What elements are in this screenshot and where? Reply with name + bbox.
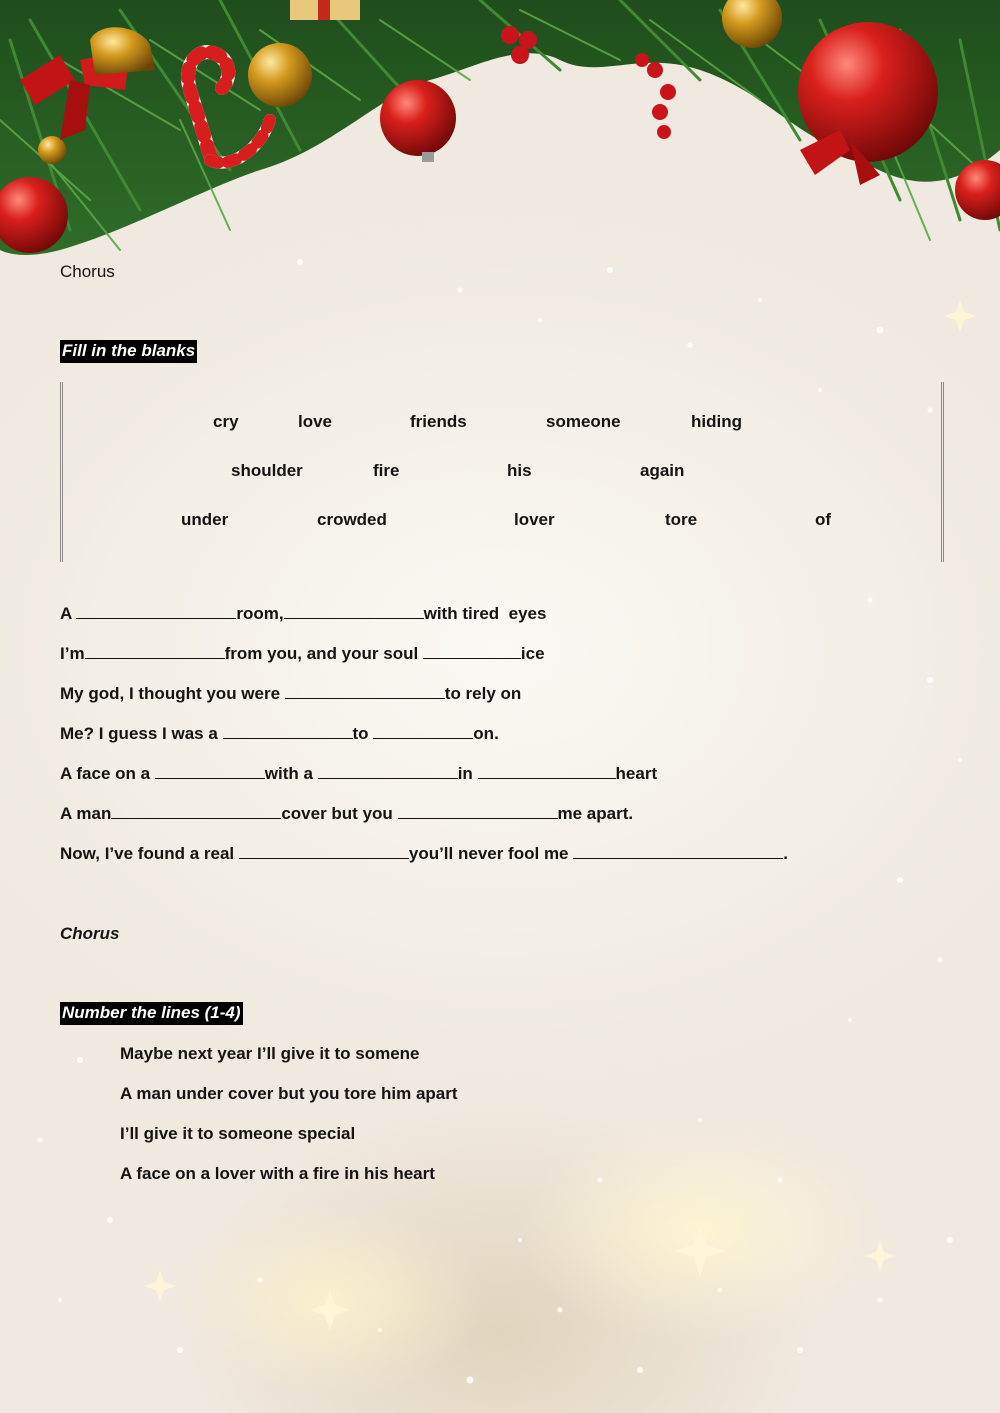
word-bank-item: friends xyxy=(410,412,467,431)
lyric-text: room, xyxy=(236,604,284,623)
lyric-text: from you, and your soul xyxy=(224,644,423,663)
number-the-lines-label: Number the lines (1-4) xyxy=(60,1002,243,1025)
lyric-text: A face on a xyxy=(60,764,155,783)
blank-field[interactable] xyxy=(76,604,236,619)
lyric-line-1 xyxy=(60,604,546,624)
blank-field[interactable] xyxy=(239,844,409,859)
numbering-item: A face on a lover with a fire in his heart xyxy=(120,1164,435,1183)
word-bank-item: lover xyxy=(514,510,555,529)
christmas-garland-decoration xyxy=(0,0,1000,260)
chorus-heading-top: Chorus xyxy=(60,262,115,281)
blank-field[interactable] xyxy=(223,724,353,739)
lyric-text: on. xyxy=(473,724,499,743)
numbering-item: I’ll give it to someone special xyxy=(120,1124,356,1143)
lyric-text: ice xyxy=(520,644,545,663)
lyric-text: to rely on xyxy=(444,684,522,703)
word-bank-item: his xyxy=(507,461,532,480)
word-bank-item: under xyxy=(181,510,229,529)
word-bank-box xyxy=(60,382,944,562)
lyric-text: I’m xyxy=(60,644,85,663)
word-bank-item: love xyxy=(298,412,333,431)
lyric-text: you’ll never fool me xyxy=(408,844,574,863)
numbering-item: Maybe next year I’ll give it to somene xyxy=(120,1044,420,1063)
lyric-line-6 xyxy=(60,804,633,824)
lyric-text: My god, I thought you were xyxy=(60,684,285,703)
blank-field[interactable] xyxy=(284,604,424,619)
word-bank-item: cry xyxy=(213,412,239,431)
blank-field[interactable] xyxy=(111,804,281,819)
lyric-text: Now, I’ve found a real xyxy=(60,844,239,863)
blank-field[interactable] xyxy=(423,644,521,659)
lyric-text: cover but you xyxy=(281,804,398,823)
blank-field[interactable] xyxy=(478,764,616,779)
word-bank-item: fire xyxy=(373,461,400,480)
lyric-text: in xyxy=(457,764,478,783)
lyric-text: with a xyxy=(264,764,318,783)
blank-field[interactable] xyxy=(85,644,225,659)
word-bank-item: tore xyxy=(665,510,698,529)
fill-in-blanks-label: Fill in the blanks xyxy=(60,340,197,363)
lyric-text: Me? I guess I was a xyxy=(60,724,223,743)
word-bank-item: hiding xyxy=(691,412,742,431)
numbering-item: A man under cover but you tore him apart xyxy=(120,1084,458,1103)
lyric-text: A xyxy=(60,604,77,623)
blank-field[interactable] xyxy=(155,764,265,779)
lyric-text: me apart. xyxy=(557,804,634,823)
lyric-line-2 xyxy=(60,644,545,664)
chorus-heading-mid: Chorus xyxy=(60,924,120,943)
lyric-line-7 xyxy=(60,844,788,864)
word-bank-item: someone xyxy=(546,412,621,431)
word-bank-item: crowded xyxy=(317,510,387,529)
blank-field[interactable] xyxy=(318,764,458,779)
blank-field[interactable] xyxy=(285,684,445,699)
lyric-line-4 xyxy=(60,724,499,744)
blank-field[interactable] xyxy=(373,724,473,739)
word-bank-item: of xyxy=(815,510,832,529)
lyric-text: . xyxy=(783,844,788,863)
lyric-text: to xyxy=(352,724,374,743)
lyric-line-5 xyxy=(60,764,657,784)
blank-field[interactable] xyxy=(398,804,558,819)
lyric-text: heart xyxy=(615,764,658,783)
word-bank-item: again xyxy=(640,461,685,480)
blank-field[interactable] xyxy=(573,844,783,859)
lyric-text: A man xyxy=(60,804,112,823)
lyric-line-3 xyxy=(60,684,521,704)
lyric-text: with tired eyes xyxy=(423,604,547,623)
word-bank-item: shoulder xyxy=(231,461,303,480)
